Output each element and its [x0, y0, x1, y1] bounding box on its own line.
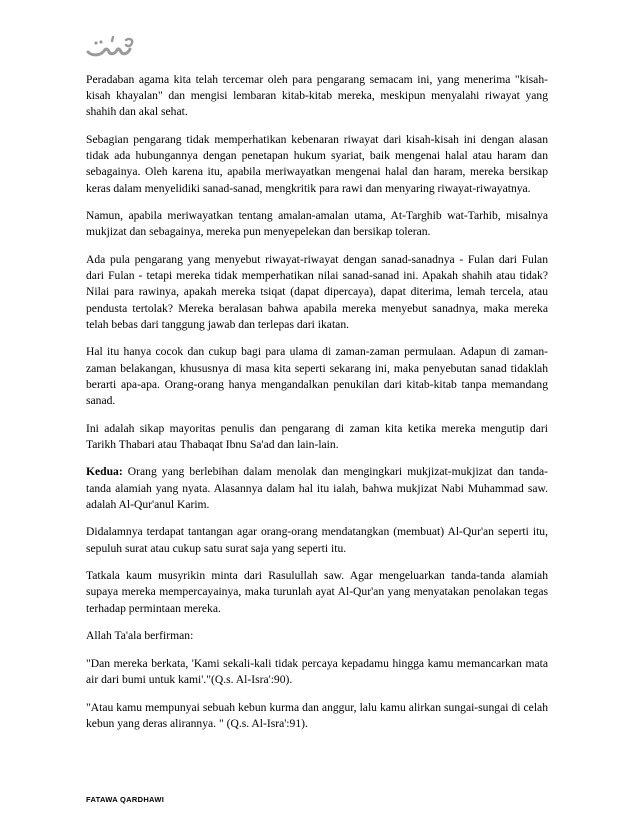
paragraph-8: Didalamnya terdapat tantangan agar orang-orang mendatangkan (membuat) Al-Qur'an seperti itu, sepuluh surat atau cukup satu surat saja yang seperti itu. [86, 525, 548, 555]
paragraph-4: Ada pula pengarang yang menyebut riwayat-riwayat dengan sanad-sanadnya - Fulan dari Fulan dari Fulan - tetapi mereka tidak memperhatikan nilai sanad-sanad ini. Apakah shahih atau tidak? Nilai para rawinya, apakah mereka tsiqat (dapat dipercaya), dapat diterima, lemah tercela, atau pendusta tertolak? Mereka beralasan bahwa apabila mereka menyebut sanadnya, maka mereka telah bebas dari tanggung jawab dan terlepas dari ikatan. [86, 253, 548, 331]
paragraph-7-text: Orang yang berlebihan dalam menolak dan mengingkari mukjizat-mukjizat dan tanda-tanda alamiah yang nyata. Alasannya dalam hal itu ialah, bahwa mukjizat Nabi Muhammad saw. adalah Al-Qur'anul Karim. [86, 465, 548, 511]
arabic-calligraphy-logo-icon [82, 32, 140, 60]
page-footer: FATAWA QARDHAWI [86, 795, 165, 804]
paragraph-5: Hal itu hanya cocok dan cukup bagi para ulama di zaman-zaman permulaan. Adapun di zaman-zaman belakangan, khususnya di masa kita seperti sekarang ini, maka penyebutan sanad tidaklah berarti apa-apa. Orang-orang hanya mengandalkan penukilan dari kitab-kitab tanpa memandang sanad. [86, 345, 548, 408]
paragraph-1: Peradaban agama kita telah tercemar oleh para pengarang semacam ini, yang menerima "kisah-kisah khayalan" dan mengisi lembaran kitab-kitab mereka, meskipun menyalahi riwayat yang shahih dan akal sehat. [86, 73, 548, 119]
paragraph-3: Namun, apabila meriwayatkan tentang amalan-amalan utama, At-Targhib wat-Tarhib, misalnya mukjizat dan sebagainya, mereka pun menyepelekan dan bersikap toleran. [86, 209, 548, 239]
paragraph-12-quote: "Atau kamu mempunyai sebuah kebun kurma dan anggur, lalu kamu alirkan sungai-sungai di celah kebun yang deras alirannya. " (Q.s. Al-Isra':91). [86, 700, 548, 730]
paragraph-6: Ini adalah sikap mayoritas penulis dan pengarang di zaman kita ketika mereka mengutip dari Tarikh Thabari atau Thabaqat Ibnu Sa'ad dan lain-lain. [86, 421, 548, 451]
paragraph-kedua [86, 464, 548, 513]
kedua-label: Kedua: [86, 465, 123, 479]
paragraph-11-quote: "Dan mereka berkata, 'Kami sekali-kali tidak percaya kepadamu hingga kamu memancarkan mata air dari bumi untuk kami'."(Q.s. Al-Isra':90). [86, 656, 548, 686]
paragraph-9: Tatkala kaum musyrikin minta dari Rasulullah saw. Agar mengeluarkan tanda-tanda alamiah supaya mereka mempercayainya, maka turunlah ayat Al-Qur'an yang menyatakan penolakan tegas terhadap permintaan mereka. [86, 569, 548, 615]
paragraph-10: Allah Ta'ala berfirman: [86, 629, 194, 643]
paragraph-2: Sebagian pengarang tidak memperhatikan kebenaran riwayat dari kisah-kisah ini dengan alasan tidak ada hubungannya dengan penetapan hukum syariat, baik mengenai halal atau haram dan sebagainya. Oleh karena itu, apabila meriwayatkan mengenai halal dan haram, mereka bersikap keras dalam menyelidiki sanad-sanad, mengkritik para rawi dan menyaring riwayat-riwayatnya. [86, 133, 548, 195]
document-body [86, 72, 548, 743]
